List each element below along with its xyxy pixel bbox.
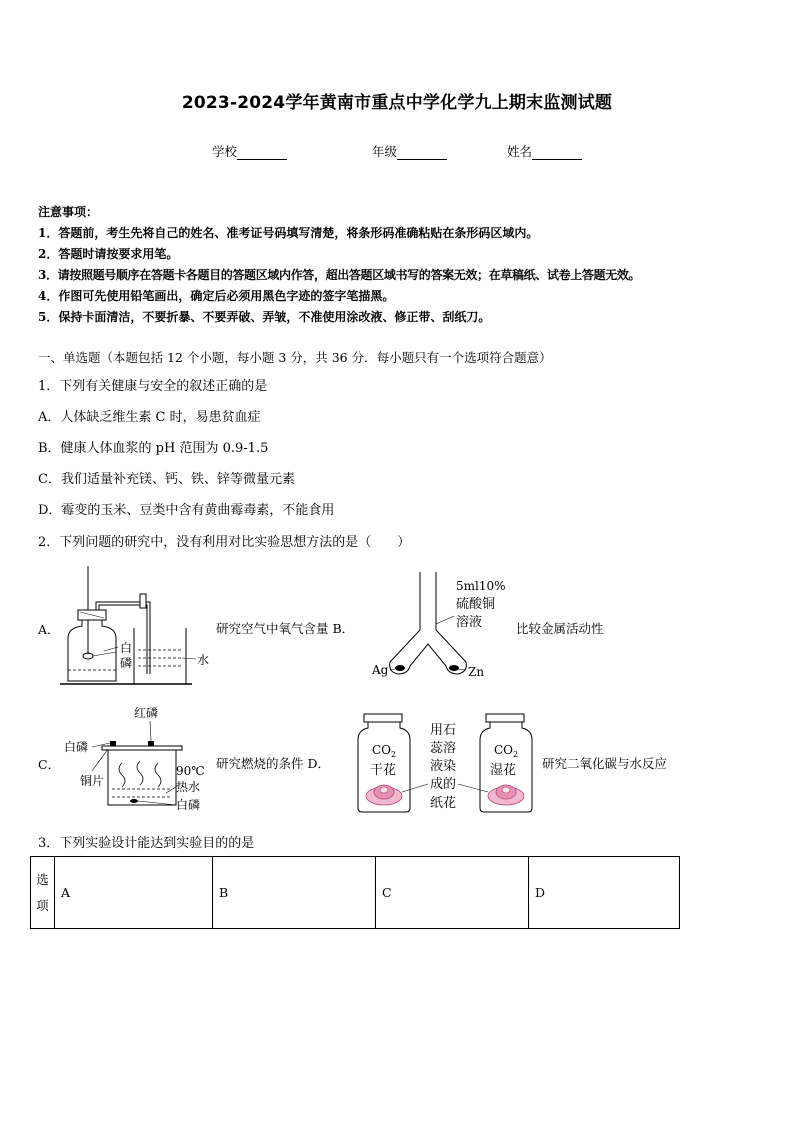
label-red-phosphorus: 红磷 xyxy=(134,706,159,720)
q2-option-a-caption: 研究空气中氧气含量 B． xyxy=(216,621,355,636)
name-blank xyxy=(532,146,582,160)
label-volume: 5ml10% xyxy=(456,579,506,593)
label-white-phosphorus: 白磷 xyxy=(64,740,89,754)
question-2-stem: 2．下列问题的研究中，没有利用对比实验思想方法的是（ ） xyxy=(38,535,411,550)
label-co2-right xyxy=(494,743,518,759)
label-litmus-line: 纸花 xyxy=(430,796,457,811)
section-heading: 一、单选题（本题包括 12 个小题，每小题 3 分，共 36 分．每小题只有一个选项符合题意） xyxy=(38,350,552,365)
school-field xyxy=(212,142,287,160)
label-white-phosphorus-water: 白磷 xyxy=(176,798,201,812)
question-1-option-d: D．霉变的玉米、豆类中含有黄曲霉毒素，不能食用 xyxy=(38,503,335,518)
diagram-metal-activity xyxy=(370,572,510,684)
label-phosphorus: 磷 xyxy=(120,656,133,670)
question-1-option-a: A．人体缺乏维生素 C 时，易患贫血症 xyxy=(38,410,261,425)
table-cell-d: D xyxy=(529,857,680,929)
label-solution: 溶液 xyxy=(456,615,483,630)
label-water: 水 xyxy=(197,653,210,667)
q2-option-c-letter: C． xyxy=(38,757,61,772)
table-cell-a: A xyxy=(55,857,213,929)
label-hot-water: 热水 xyxy=(176,780,201,794)
label-white: 白 xyxy=(120,641,133,655)
q2-option-a-letter: A． xyxy=(38,622,60,637)
label-temp: 90℃ xyxy=(176,764,205,778)
name-field xyxy=(507,142,582,160)
co2-subscript: 2 xyxy=(391,750,397,759)
co2-text: CO xyxy=(372,743,392,757)
co2-text: CO xyxy=(494,743,514,757)
label-litmus-line: 蕊溶 xyxy=(430,741,457,756)
label-wet-flower: 湿花 xyxy=(490,763,517,778)
label-litmus-line: 用石 xyxy=(430,723,457,738)
label-dry-flower: 干花 xyxy=(370,763,397,778)
label-litmus-line: 液染 xyxy=(430,759,457,774)
notice-item: 4．作图可先使用铅笔画出，确定后必须用黑色字迹的签字笔描黑。 xyxy=(38,289,395,303)
q2-option-b-caption: 比较金属活动性 xyxy=(516,621,604,636)
q3-options-table xyxy=(30,856,680,929)
q2-option-c-caption: 研究燃烧的条件 D． xyxy=(216,756,330,771)
question-1-option-b: B．健康人体血浆的 pH 范围为 0.9-1.5 xyxy=(38,441,269,456)
label-copper-plate: 铜片 xyxy=(80,774,105,788)
diagram-oxygen-apparatus xyxy=(60,566,210,691)
co2-subscript: 2 xyxy=(513,750,519,759)
notice-item: 3．请按照题号顺序在答题卡各题目的答题区域内作答，超出答题区域书写的答案无效；在草稿纸、试卷上答题无效。 xyxy=(38,268,641,282)
diagram-combustion xyxy=(62,705,212,817)
notice-item: 2．答题时请按要求用笔。 xyxy=(38,247,179,261)
page-title: 2023-2024学年黄南市重点中学化学九上期末监测试题 xyxy=(181,93,613,113)
q2-option-d-caption: 研究二氧化碳与水反应 xyxy=(542,756,668,771)
notice-item: 1．答题前，考生先将自己的姓名、准考证号码填写清楚，将条形码准确粘贴在条形码区域内。 xyxy=(38,226,539,240)
label-ag: Ag xyxy=(372,663,389,677)
label-co2-left xyxy=(372,743,396,759)
notice-heading: 注意事项： xyxy=(38,205,99,219)
grade-label: 年级 xyxy=(372,144,398,159)
table-cell-c: C xyxy=(376,857,529,929)
question-1-stem: 1．下列有关健康与安全的叙述正确的是 xyxy=(38,379,268,394)
label-copper-sulfate: 硫酸铜 xyxy=(456,597,496,612)
question-3-stem: 3．下列实验设计能达到实验目的的是 xyxy=(38,836,255,851)
table-cell-b: B xyxy=(213,857,376,929)
diagram-co2-flowers xyxy=(354,712,534,816)
question-1-option-c: C．我们适量补充镁、钙、铁、锌等微量元素 xyxy=(38,472,295,487)
name-label: 姓名 xyxy=(507,144,533,159)
grade-blank xyxy=(397,146,447,160)
label-zn: Zn xyxy=(468,665,485,679)
table-row xyxy=(31,857,680,929)
label-litmus-line: 成的 xyxy=(430,777,457,792)
school-blank xyxy=(237,146,287,160)
notice-item: 5．保持卡面清洁，不要折暴、不要弄破、弄皱，不准使用涂改液、修正带、刮纸刀。 xyxy=(38,310,491,324)
school-label: 学校 xyxy=(212,144,238,159)
table-header-cell: 选项 xyxy=(31,857,55,929)
grade-field xyxy=(372,142,447,160)
